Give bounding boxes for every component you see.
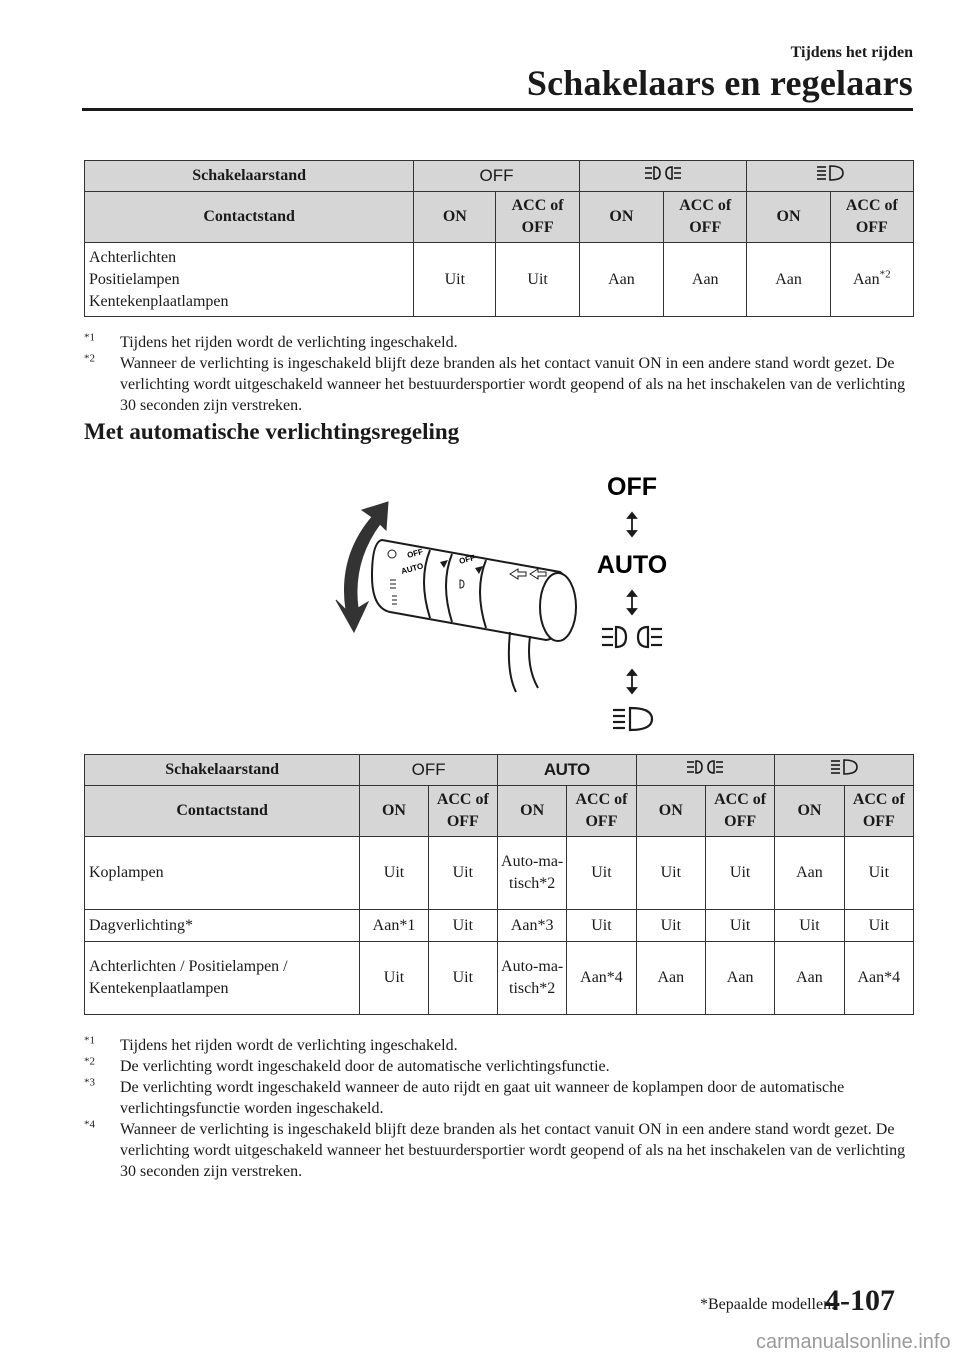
- headlights-header: [747, 161, 914, 192]
- contact-cell: ON: [360, 786, 428, 837]
- table-cell: Aan*4: [567, 942, 636, 1015]
- footnotes-2: [84, 1035, 914, 1182]
- contact-cell: ACC of OFF: [830, 192, 913, 243]
- side-lights-header: [579, 161, 747, 192]
- table-cell: Uit: [360, 942, 428, 1015]
- contact-position-label: Contactstand: [85, 786, 360, 837]
- table-cell: Uit: [636, 837, 705, 910]
- table-cell: Aan: [747, 243, 830, 317]
- table-cell: Uit: [775, 910, 844, 942]
- table-cell: Aan: [705, 942, 774, 1015]
- contact-cell: ACC of OFF: [705, 786, 774, 837]
- table-cell: Auto-ma-tisch*2: [497, 837, 566, 910]
- stalk-tip: [540, 573, 576, 641]
- switch-off-header: OFF: [414, 161, 580, 192]
- switch-position-label: Schakelaarstand: [85, 161, 414, 192]
- table-cell: Uit: [428, 837, 497, 910]
- row-label: Achterlichten / Positielampen / Kentekenplaatlampen: [85, 942, 360, 1015]
- side-lights-icon: [602, 627, 662, 647]
- contact-cell: ACC of OFF: [664, 192, 747, 243]
- side-lights-icon: [686, 758, 724, 776]
- light-table-auto: [84, 754, 914, 1015]
- contact-cell: ON: [579, 192, 663, 243]
- table-cell: Aan: [579, 243, 663, 317]
- headlights-header: [775, 755, 914, 786]
- table-cell: Uit: [360, 837, 428, 910]
- light-table-manual: [84, 160, 914, 317]
- stalk-auto-label: AUTO: [400, 561, 425, 576]
- table-cell: Aan: [636, 942, 705, 1015]
- switch-position-label: Schakelaarstand: [85, 755, 360, 786]
- header-rule: [82, 108, 913, 111]
- table-cell: Auto-ma-tisch*2: [497, 942, 566, 1015]
- side-lights-icon: [644, 164, 682, 182]
- contact-position-label: Contactstand: [85, 192, 414, 243]
- table-cell: Uit: [844, 910, 913, 942]
- contact-cell: ACC of OFF: [428, 786, 497, 837]
- page-number: 4-107: [825, 1284, 895, 1317]
- table-cell: Uit: [705, 837, 774, 910]
- stalk-off-label: OFF: [406, 547, 424, 560]
- table-cell: Aan*4: [844, 942, 913, 1015]
- switch-auto-header: AUTO: [497, 755, 636, 786]
- contact-cell: ON: [775, 786, 844, 837]
- table-cell: Aan$^{*2}$: [830, 243, 913, 317]
- table-cell: Uit: [414, 243, 496, 317]
- contact-cell: ACC of OFF: [496, 192, 579, 243]
- page-title: Schakelaars en regelaars: [526, 63, 913, 103]
- footnotes-1: [84, 332, 914, 416]
- contact-cell: ACC of OFF: [844, 786, 913, 837]
- table-cell: Uit: [844, 837, 913, 910]
- double-arrow-icon: [628, 670, 636, 693]
- watermark: carmanualsonline.info: [756, 1331, 951, 1353]
- footer-note: *Bepaalde modellen.: [700, 1296, 836, 1313]
- stalk-off2-label: OFF: [458, 553, 476, 566]
- row-label: Achterlichten Positielampen Kentekenplaatlampen: [85, 243, 414, 317]
- table-cell: Aan: [775, 837, 844, 910]
- section-heading: Met automatische verlichtingsregeling: [84, 419, 460, 444]
- contact-cell: ON: [636, 786, 705, 837]
- light-switch-illustration: [310, 462, 690, 737]
- headlight-icon: [816, 164, 844, 182]
- contact-cell: ON: [414, 192, 496, 243]
- table-cell: Aan: [775, 942, 844, 1015]
- row-label: Dagverlichting*: [85, 910, 360, 942]
- footnote: $^{*3}$ De verlichting wordt ingeschakeld wanneer de auto rijdt en gaat uit wanneer de koplampen door de automatische verlichtingsfunctie worden ingeschakeld.: [84, 1076, 845, 1117]
- table-cell: Aan: [664, 243, 747, 317]
- position-off-label: OFF: [607, 473, 657, 501]
- section-title: Tijdens het rijden: [790, 44, 913, 61]
- contact-cell: ACC of OFF: [567, 786, 636, 837]
- contact-cell: ON: [497, 786, 566, 837]
- table-cell: Uit: [428, 910, 497, 942]
- double-arrow-icon: [628, 591, 636, 614]
- double-arrow-icon: [628, 513, 636, 536]
- position-auto-label: AUTO: [596, 551, 668, 579]
- footnote: $^{*2}$ Wanneer de verlichting is ingeschakeld blijft deze branden als het contact vanuit ON in een andere stand wordt gezet. De verlichting wordt uitgeschakeld wanneer het bestuurdersportier wordt geopend of als na het inschakelen van de verlichting 30 seconden zijn verstreken.: [84, 352, 906, 414]
- table-cell: Uit: [705, 910, 774, 942]
- contact-cell: ON: [747, 192, 830, 243]
- headlight-icon: [830, 758, 858, 776]
- table-cell: Aan*3: [497, 910, 566, 942]
- side-lights-header: [636, 755, 775, 786]
- row-label: Koplampen: [85, 837, 360, 910]
- table-cell: Uit: [636, 910, 705, 942]
- table-cell: Uit: [567, 837, 636, 910]
- footnote: $^{*2}$ De verlichting wordt ingeschakeld door de automatische verlichtingsfunctie.: [84, 1055, 610, 1075]
- footnote: $^{*4}$ Wanneer de verlichting is ingeschakeld blijft deze branden als het contact vanuit ON in een andere stand wordt gezet. De verlichting wordt uitgeschakeld wanneer het bestuurdersportier wordt geopend of als na het inschakelen van de verlichting 30 seconden zijn verstreken.: [84, 1118, 906, 1180]
- table-cell: Uit: [567, 910, 636, 942]
- table-cell: Aan*1: [360, 910, 428, 942]
- switch-off-header: OFF: [360, 755, 498, 786]
- headlight-icon: [613, 708, 652, 730]
- table-cell: Uit: [496, 243, 579, 317]
- footnote: $^{*1}$ Tijdens het rijden wordt de verlichting ingeschakeld.: [84, 1034, 458, 1054]
- footnote: $^{*1}$ Tijdens het rijden wordt de verlichting ingeschakeld.: [84, 331, 458, 351]
- table-cell: Uit: [428, 942, 497, 1015]
